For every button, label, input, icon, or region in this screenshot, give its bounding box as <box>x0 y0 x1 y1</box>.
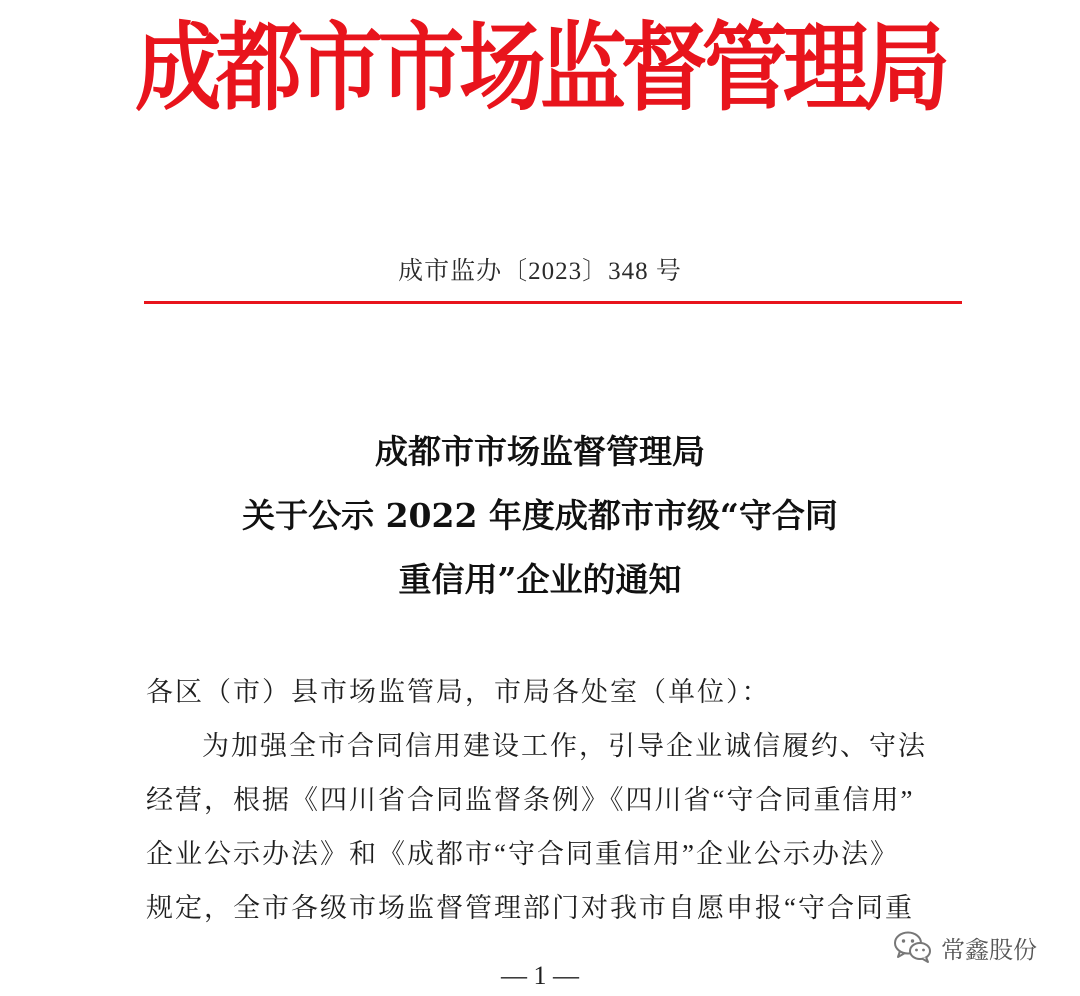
red-divider <box>144 301 962 304</box>
title-line-1: 成都市市场监督管理局 <box>375 432 705 471</box>
title-line-3: 重信用”企业的通知 <box>398 560 682 599</box>
paragraph-line-1: 为加强全市合同信用建设工作，引导企业诚信履约、守法 <box>202 731 927 761</box>
watermark-text: 常鑫股份 <box>941 935 1037 964</box>
salutation: 各区（市）县市场监管局，市局各处室（单位）： <box>146 677 771 707</box>
page-number: — 1 — <box>501 961 579 990</box>
agency-masthead: 成都市市场监督管理局 <box>135 11 945 124</box>
notice-title <box>0 420 1080 612</box>
paragraph-line-3: 企业公示办法》和《成都市“守合同重信用”企业公示办法》 <box>146 839 899 869</box>
paragraph-line-4: 规定，全市各级市场监督管理部门对我市自愿申报“守合同重 <box>146 893 914 923</box>
paragraph-line-2: 经营，根据《四川省合同监督条例》《四川省“守合同重信用” <box>146 785 915 815</box>
title-line-2: 关于公示 2022 年度成都市市级“守合同 <box>242 496 838 535</box>
document-number: 成市监办〔2023〕348 号 <box>398 258 682 285</box>
notice-body <box>146 665 946 935</box>
